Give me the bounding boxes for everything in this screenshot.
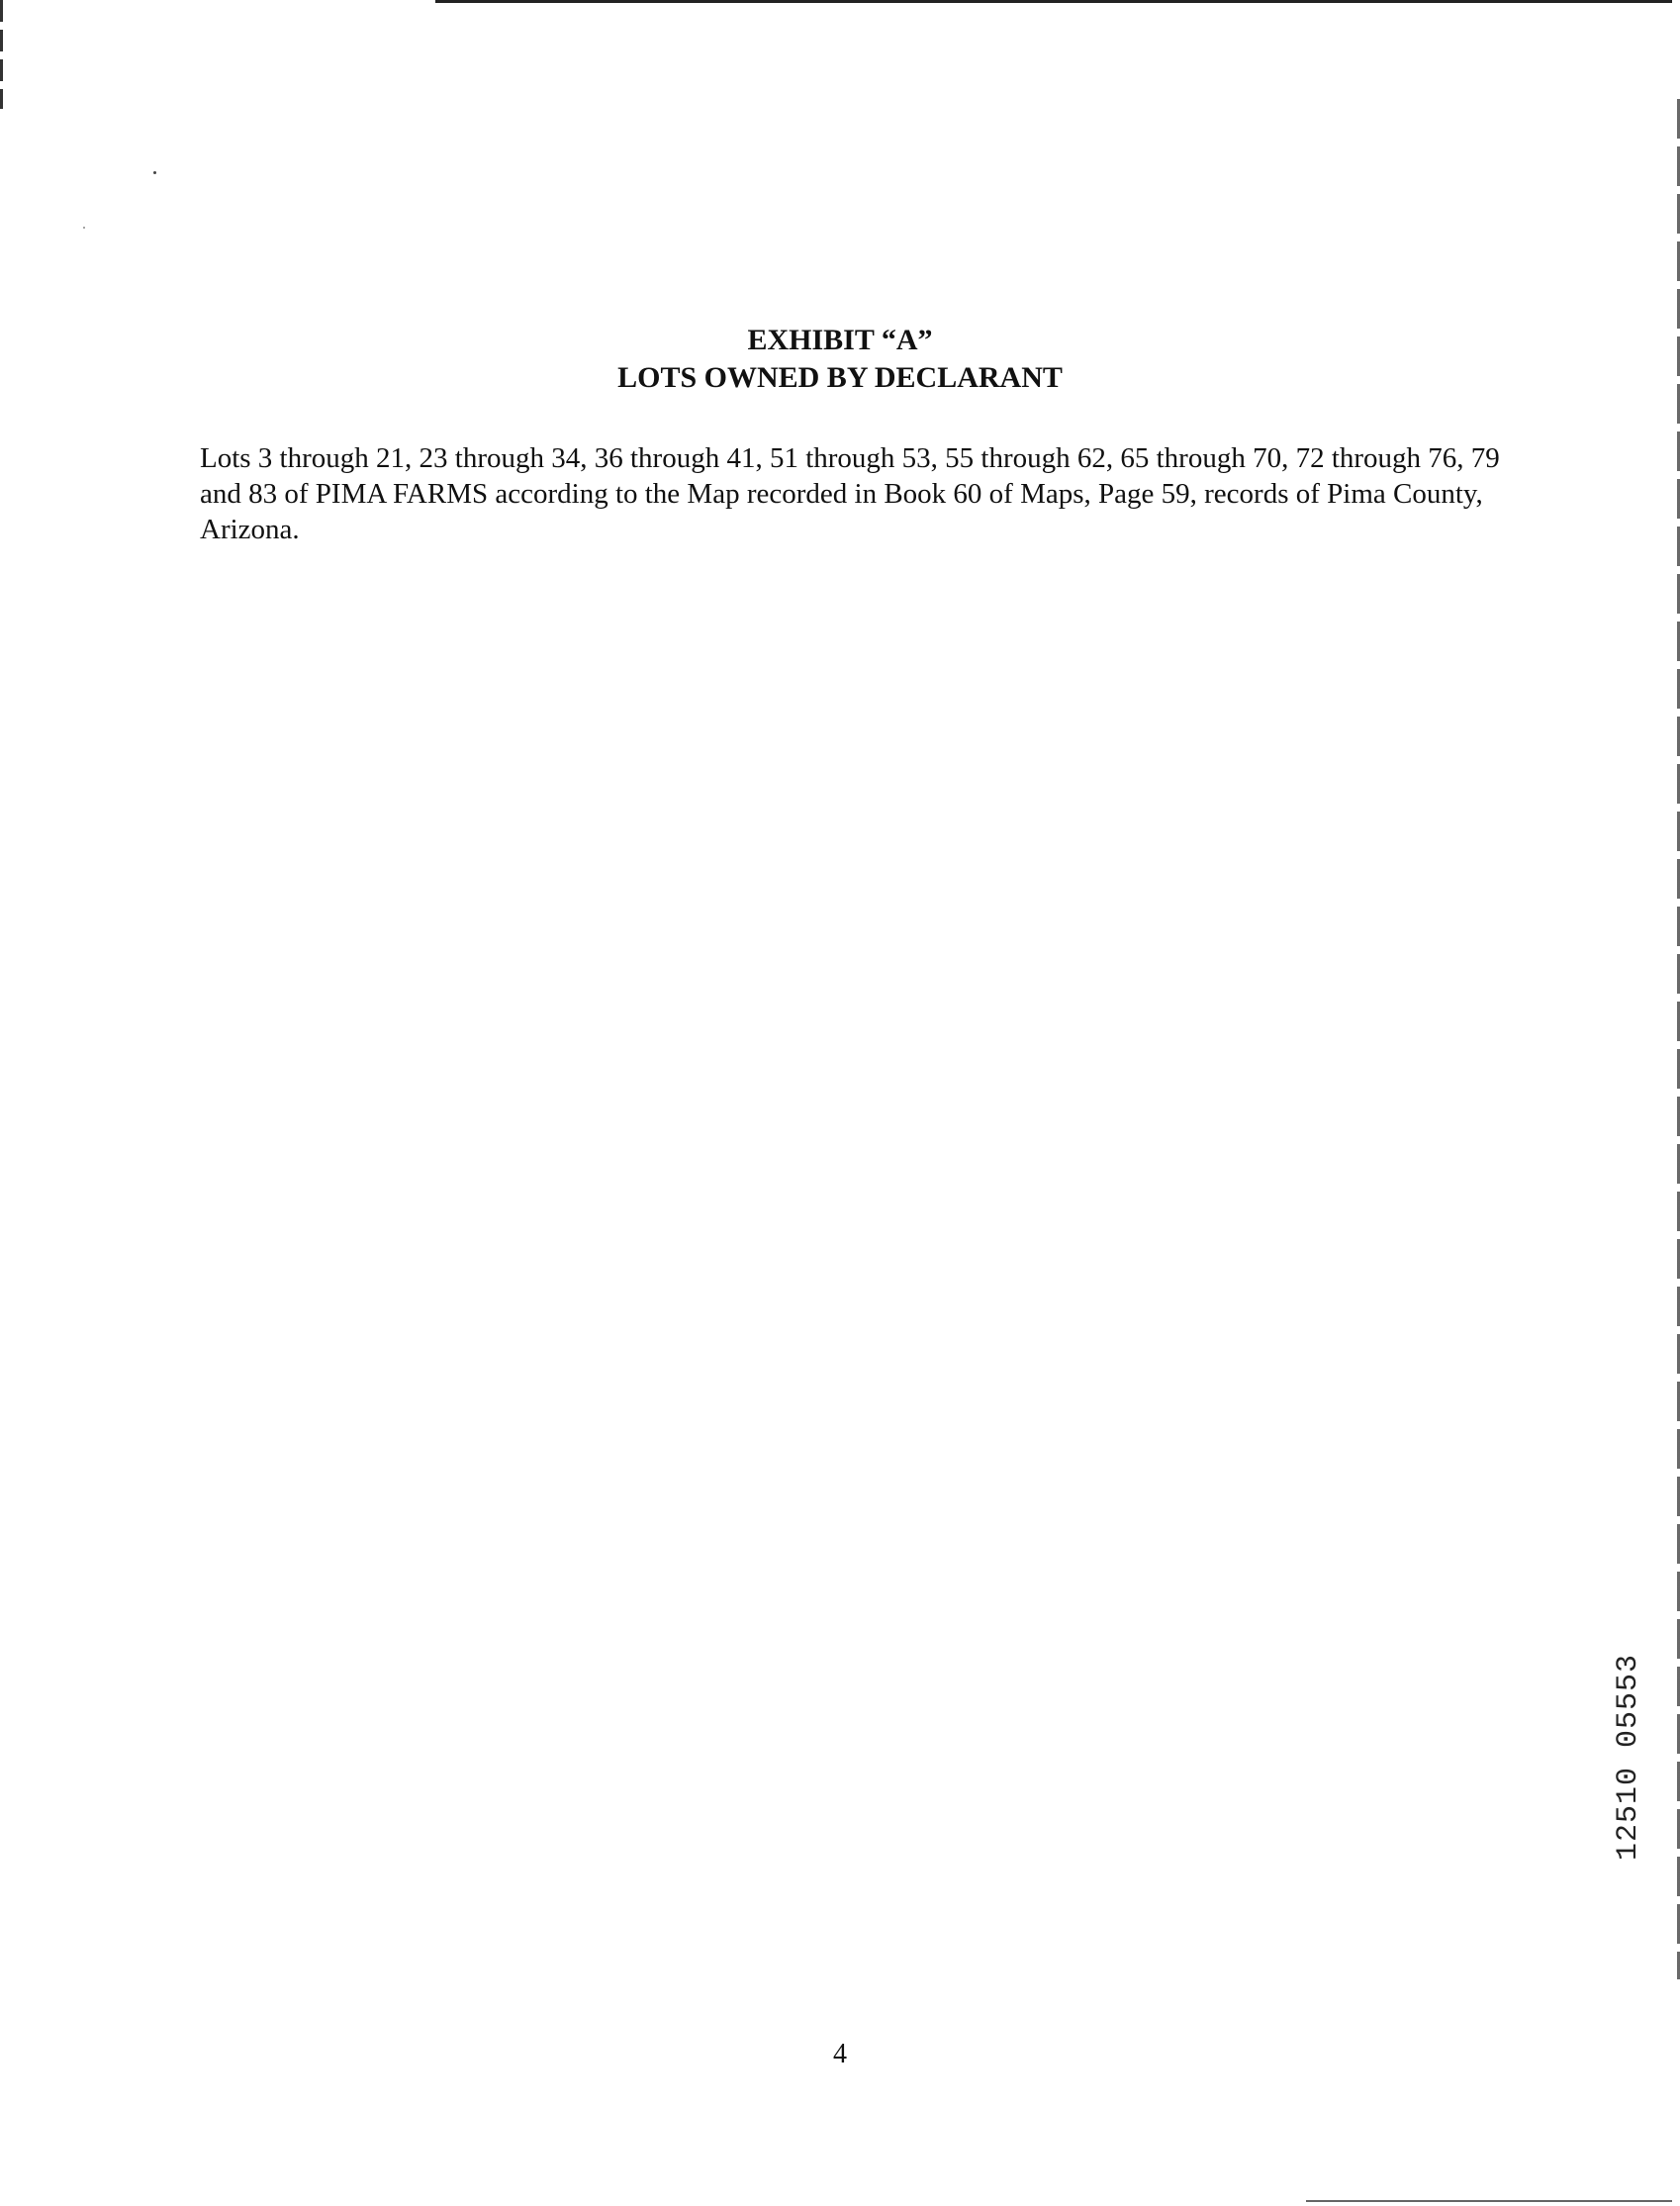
scan-speck [83,227,85,229]
exhibit-title: EXHIBIT “A” [747,324,933,356]
scan-edge-bottom [1306,2200,1672,2202]
exhibit-subtitle: LOTS OWNED BY DECLARANT [617,361,1063,394]
scan-edge-left [0,0,3,109]
page-number: 4 [833,2039,847,2069]
scan-speck [153,171,156,174]
scan-edge-top [435,0,1672,3]
lots-description-paragraph: Lots 3 through 21, 23 through 34, 36 through 41, 51 through 53, 55 through 62, 65 through 70, 72 through 76, 79 and 83 of PIMA FARMS according to the Map recorded in Book 60 of Maps, Page 59, records of Pima County, Arizona. [200,442,1500,545]
recording-stamp-number: 12510 05553 [1612,1653,1645,1861]
exhibit-heading [0,322,1680,397]
